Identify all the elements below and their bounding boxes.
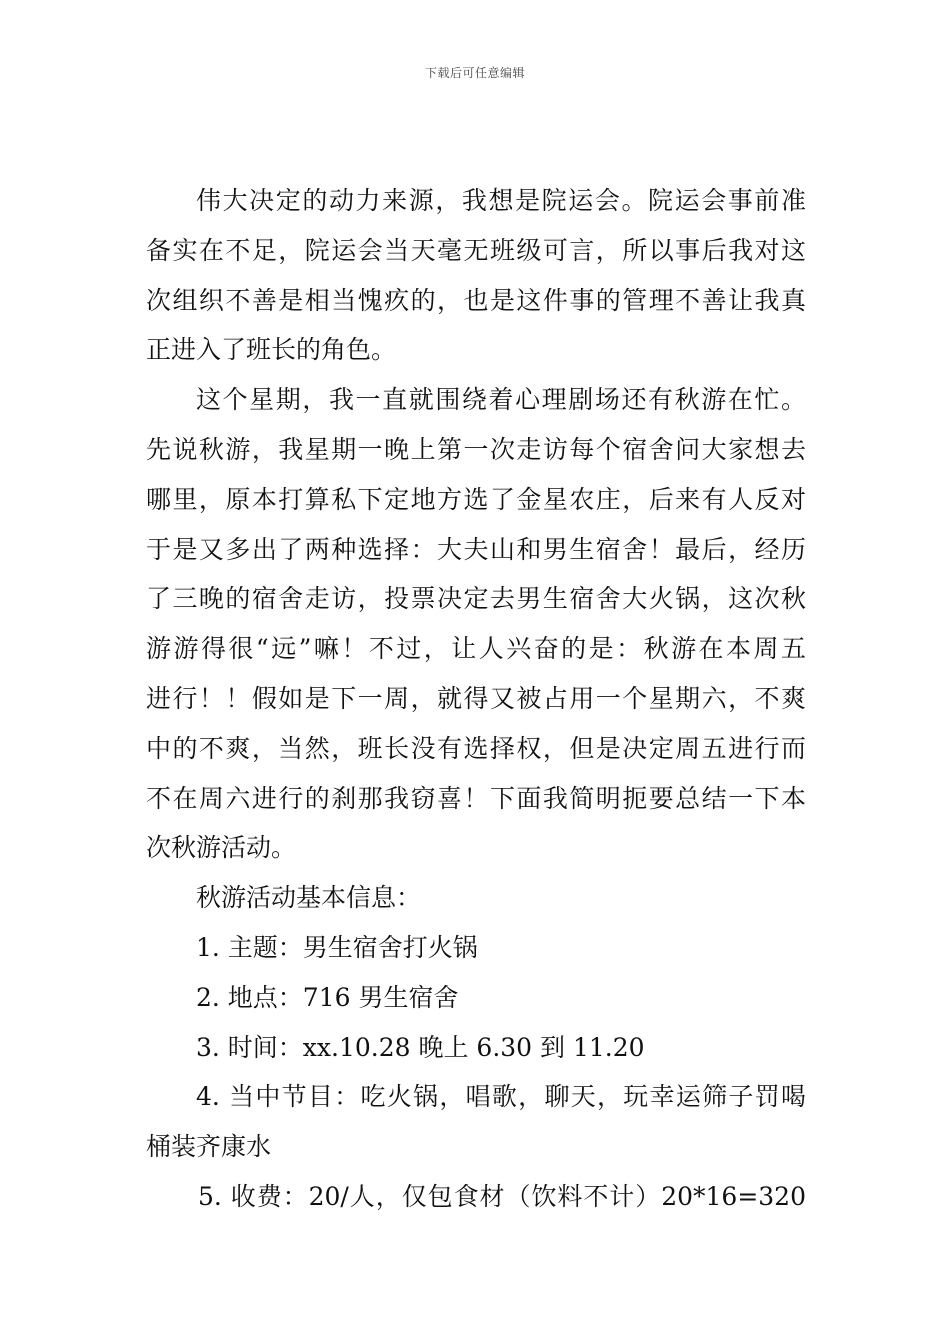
info-heading: 秋游活动基本信息： — [196, 883, 422, 913]
paragraph-2 — [146, 375, 806, 873]
info-item-location: 2. 地点：716 男生宿舍 — [196, 982, 459, 1012]
paragraph-line: 哪里，原本打算私下定地方选了金星农庄，后来有人反对 — [146, 484, 806, 514]
paragraph-line: 游游得很“远”嘛！不过，让人兴奋的是：秋游在本周五 — [146, 634, 806, 664]
info-item-program: 4. 当中节目：吃火锅，唱歌，聊天，玩幸运筛子罚喝 — [196, 1082, 806, 1112]
document-body — [146, 176, 806, 1222]
paragraph-line: 了三晚的宿舍走访，投票决定去男生宿舍大火锅，这次秋 — [146, 584, 806, 614]
info-item-fee: 5. 收费：20/人，仅包食材（饮料不计）20*16=320 — [198, 1181, 806, 1211]
info-item-time: 3. 时间：xx.10.28 晚上 6.30 到 11.20 — [196, 1032, 645, 1062]
page-header: 下载后可任意编辑 — [424, 66, 525, 80]
paragraph-line: 进行！！假如是下一周，就得又被占用一个星期六，不爽 — [146, 683, 806, 713]
paragraph-line: 次秋游活动。 — [146, 833, 297, 863]
paragraph-line: 正进入了班长的角色。 — [146, 335, 397, 365]
paragraph-line: 次组织不善是相当愧疚的，也是这件事的管理不善让我真 — [146, 285, 806, 315]
paragraph-line: 备实在不足，院运会当天毫无班级可言，所以事后我对这 — [146, 235, 806, 265]
info-item-program-continued: 桶装齐康水 — [146, 1132, 272, 1162]
info-item-theme: 1. 主题：男生宿舍打火锅 — [196, 932, 478, 962]
paragraph-1 — [146, 176, 806, 375]
paragraph-line: 先说秋游，我星期一晚上第一次走访每个宿舍问大家想去 — [146, 434, 806, 464]
paragraph-line: 这个星期，我一直就围绕着心理剧场还有秋游在忙。 — [196, 385, 806, 415]
paragraph-line: 不在周六进行的刹那我窃喜！下面我简明扼要总结一下本 — [146, 783, 806, 813]
paragraph-line: 于是又多出了两种选择：大夫山和男生宿舍！最后，经历 — [146, 534, 806, 564]
paragraph-line: 伟大决定的动力来源，我想是院运会。院运会事前准 — [196, 186, 806, 215]
paragraph-line: 中的不爽，当然，班长没有选择权，但是决定周五进行而 — [146, 733, 806, 763]
info-section — [146, 873, 806, 1222]
